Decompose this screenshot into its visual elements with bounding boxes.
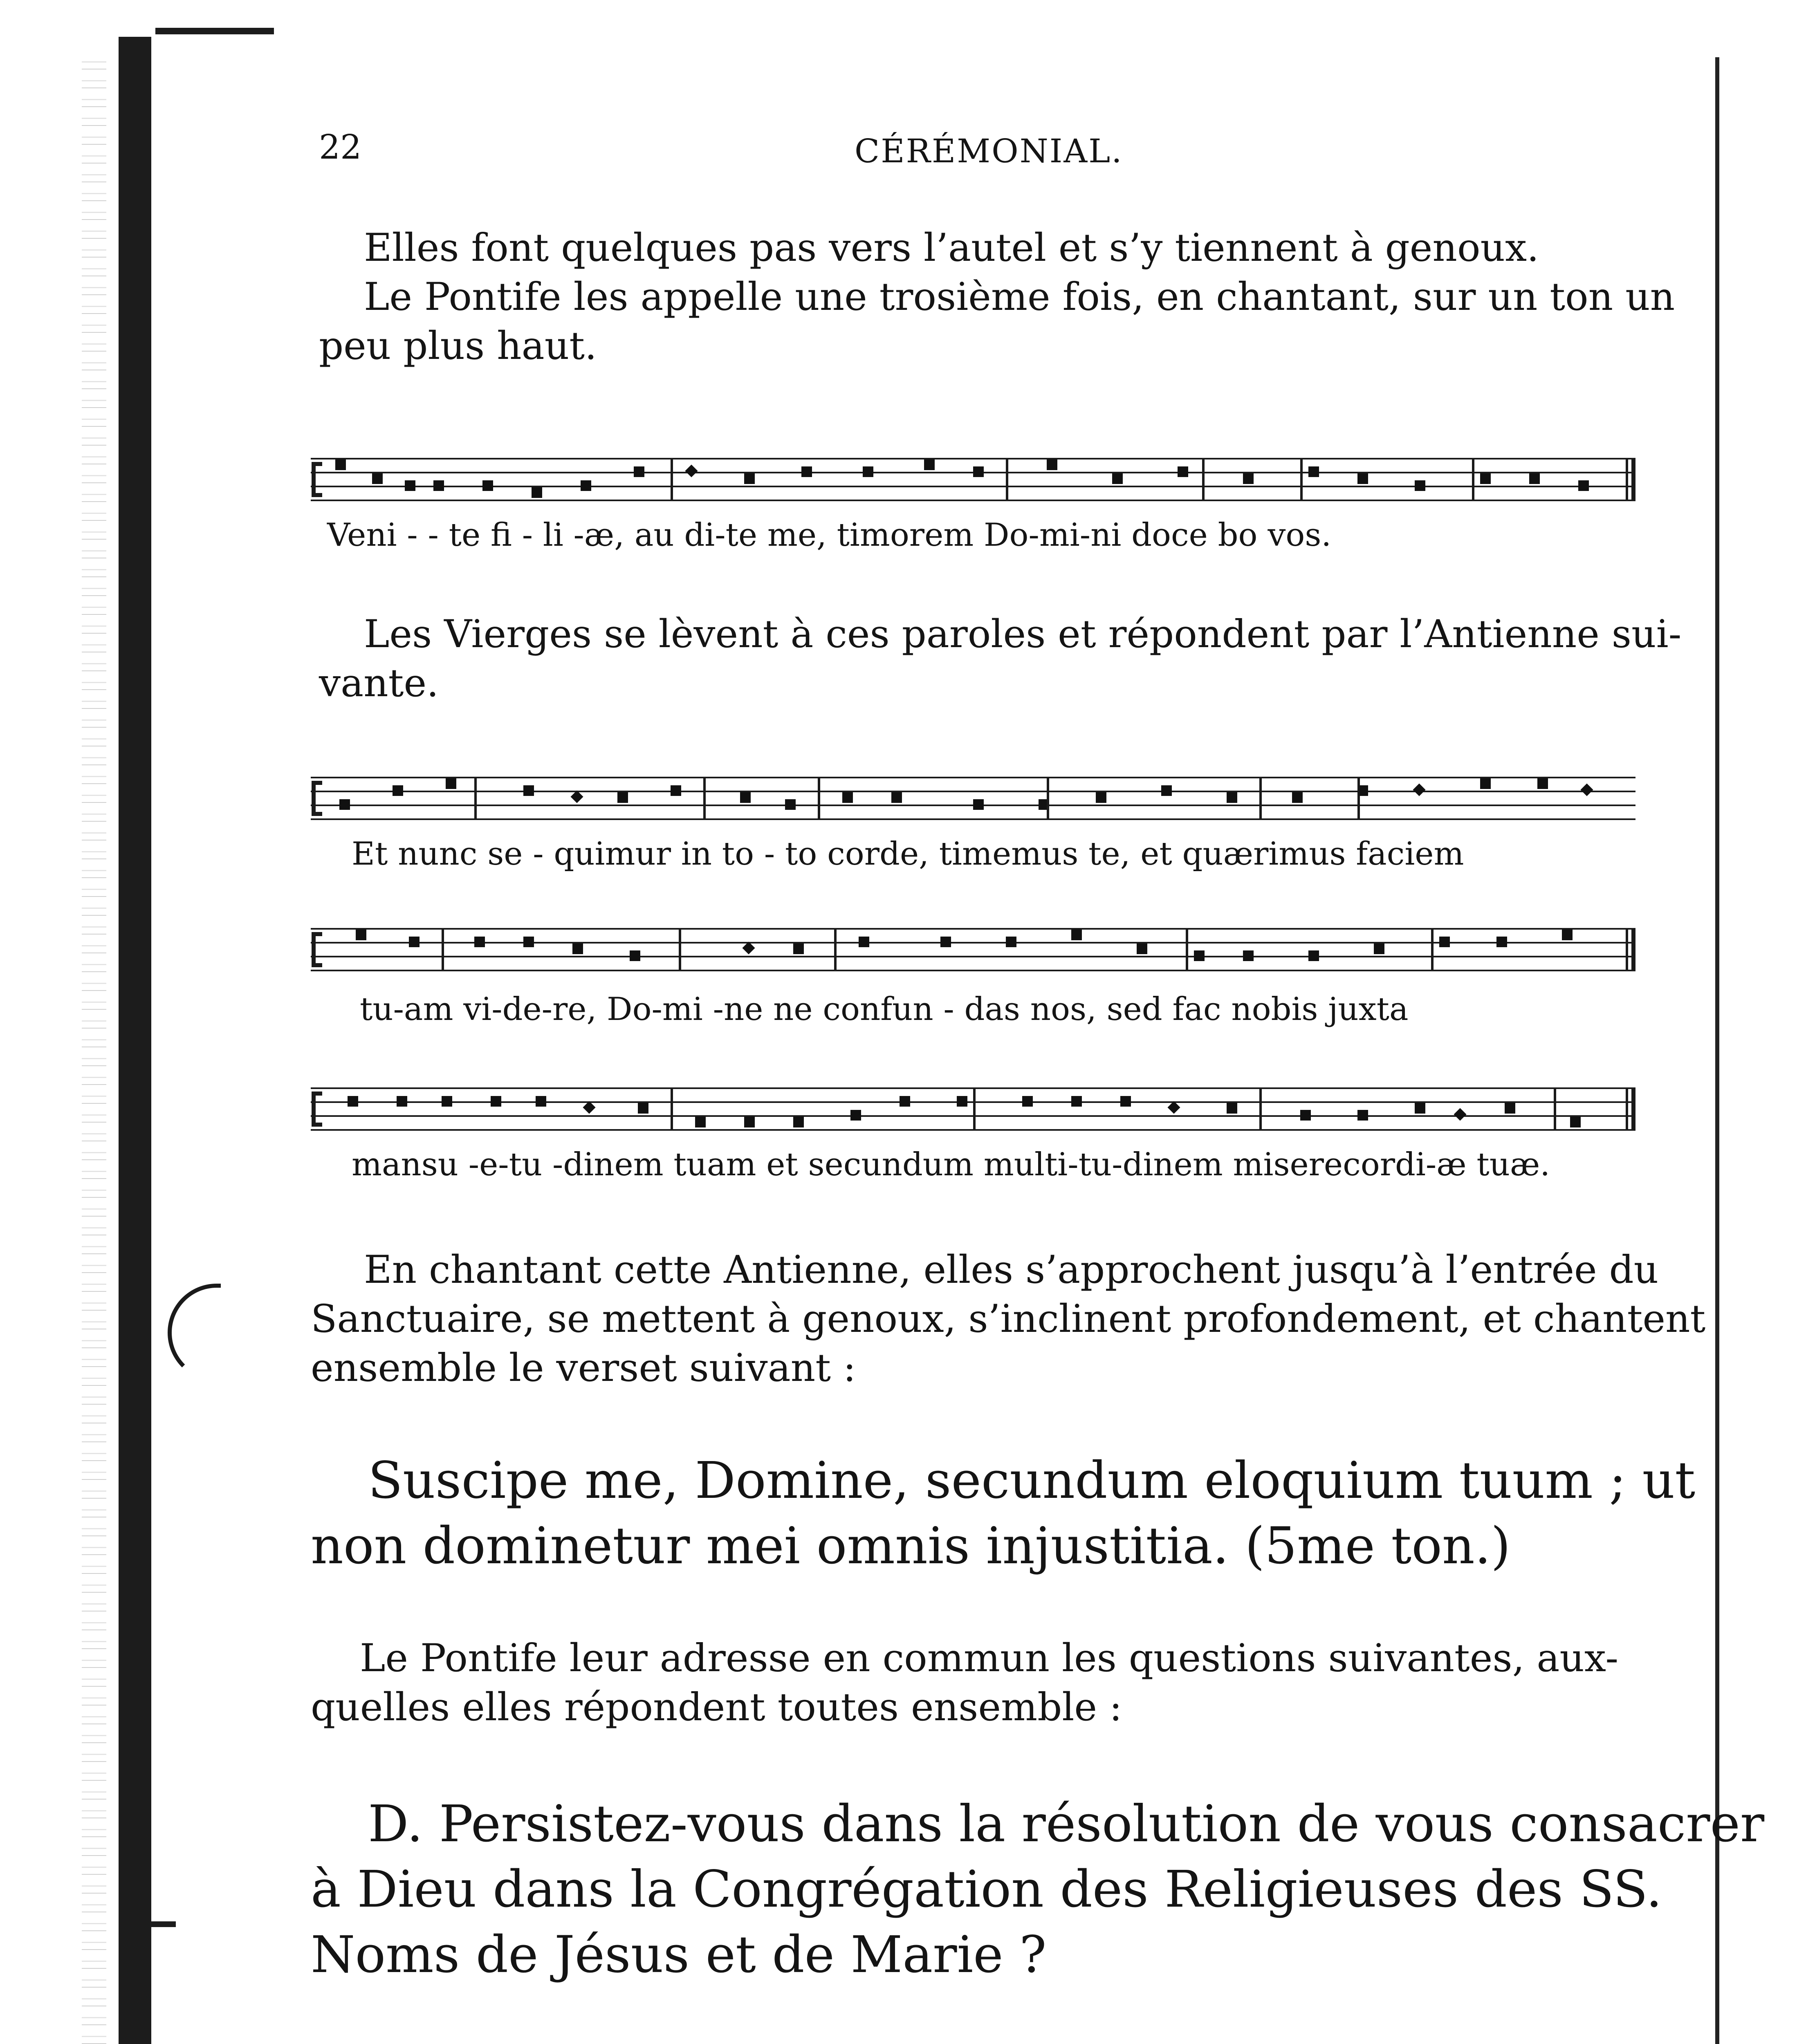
chant-staff-4 [311,1087,1635,1131]
chant-lyrics: tu-am vi-de-re, Do-mi -ne ne confun - das nos, sed fac nobis juxta [360,991,1409,1028]
running-title: CÉRÉMONIAL. [855,132,1123,170]
spine-mark [119,1921,176,1927]
chant-staff-3 [311,928,1635,971]
paragraph-line: En chantant cette Antienne, elles s’approchent jusqu’à l’entrée du [364,1248,1659,1292]
chant-staff-2 [311,777,1635,820]
chant-lyrics: Veni - - te fi - li -æ, au di-te me, timorem Do-mi-ni doce bo vos. [327,517,1332,554]
verse-line: non dominetur mei omnis injustitia. (5me ton.) [311,1517,1511,1576]
chant-lyrics: Et nunc se - quimur in to - to corde, timemus te, et quærimus faciem [352,836,1464,872]
paragraph-line: Elles font quelques pas vers l’autel et s’y tiennent à genoux. [364,226,1539,270]
question-line: à Dieu dans la Congrégation des Religieuses des SS. [311,1860,1662,1919]
paragraph-line: vante. [319,661,439,706]
binding-spine [119,37,151,2044]
paragraph-line: peu plus haut. [319,324,597,368]
chant-lyrics: mansu -e-tu -dinem tuam et secundum multi-tu-dinem miserecordi-æ tuæ. [352,1146,1550,1183]
question-line: D. Persistez-vous dans la résolution de vous consacrer [368,1795,1765,1853]
margin-pencil-mark [168,1284,221,1382]
top-rule [155,28,274,34]
page-number: 22 [319,128,362,167]
paragraph-line: Les Vierges se lèvent à ces paroles et répondent par l’Antienne sui- [364,612,1682,657]
paragraph-line: ensemble le verset suivant : [311,1346,856,1390]
question-line: Noms de Jésus et de Marie ? [311,1925,1047,1984]
page-edge-shadow [82,61,106,2044]
paragraph-line: Sanctuaire, se mettent à genoux, s’inclinent profondement, et chantent [311,1297,1706,1341]
paragraph-line: Le Pontife leur adresse en commun les questions suivantes, aux- [360,1636,1619,1681]
right-margin-rule [1715,57,1719,2044]
chant-staff-1 [311,458,1635,501]
verse-line: Suscipe me, Domine, secundum eloquium tuum ; ut [368,1451,1696,1510]
paragraph-line: quelles elles répondent toutes ensemble : [311,1685,1122,1730]
paragraph-line: Le Pontife les appelle une trosième fois, en chantant, sur un ton un [364,275,1675,319]
